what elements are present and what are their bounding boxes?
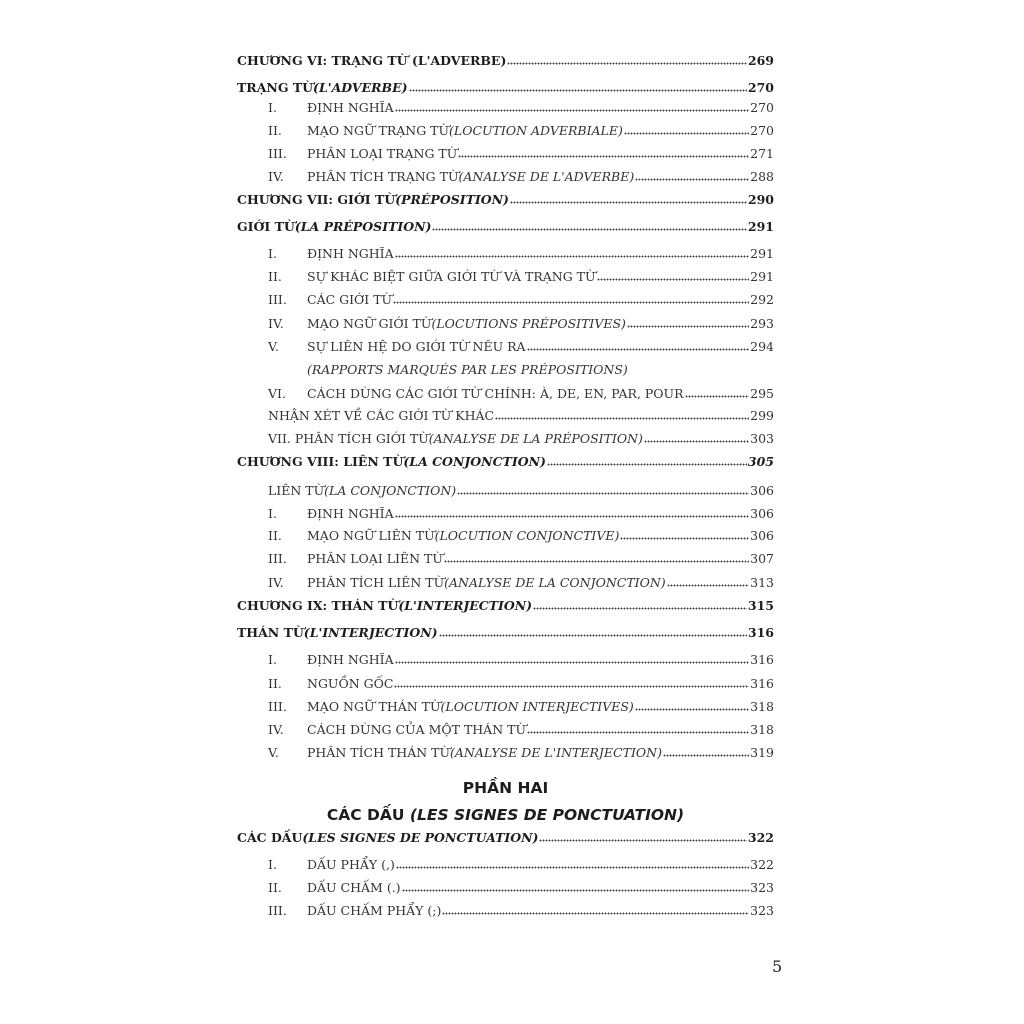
- dot-leader: [393, 301, 749, 304]
- toc-entry: [268, 288, 774, 308]
- dot-leader: [439, 634, 747, 637]
- dot-leader: [527, 348, 750, 351]
- toc-entry-page: 306: [750, 528, 774, 543]
- toc-entry-title-fr: (LA CONJONCTION): [324, 483, 457, 498]
- toc-entry-title-fr: (LA PRÉPOSITION): [294, 219, 432, 234]
- toc-entry: [268, 96, 774, 116]
- toc-entry: [268, 142, 774, 162]
- toc-entry: [268, 335, 774, 355]
- toc-entry-page: 270: [750, 100, 774, 115]
- toc-entry-number: III.: [268, 699, 287, 714]
- toc-entry-title: DẤU CHẤM (.): [307, 880, 401, 895]
- dot-leader: [644, 440, 749, 443]
- toc-entry-title-fr: (ANALYSE DE L'INTERJECTION): [450, 745, 662, 760]
- toc-entry-page: 270: [747, 80, 774, 95]
- toc-entry-title-fr: (ANALYSE DE LA PRÉPOSITION): [428, 431, 643, 446]
- dot-leader: [458, 155, 749, 158]
- part-label: PHẦN HAI: [462, 779, 549, 797]
- toc-entry-page: 307: [750, 551, 774, 566]
- toc-entry-title: CÁC DẤU: [237, 830, 303, 845]
- toc-entry-page: 319: [750, 745, 774, 760]
- toc-entry-number: IV.: [268, 169, 284, 184]
- dot-leader: [444, 560, 749, 563]
- toc-entry-page: 269: [747, 53, 774, 68]
- toc-entry-page: 322: [750, 857, 774, 872]
- dot-leader: [624, 132, 749, 135]
- dot-leader: [510, 201, 747, 204]
- toc-entry-page: 316: [747, 625, 774, 640]
- toc-entry-title: VII. PHÂN TÍCH GIỚI TỪ: [268, 431, 429, 446]
- toc-entry-page: 292: [750, 292, 774, 307]
- toc-entry-number: V.: [268, 339, 279, 354]
- dot-leader: [457, 492, 749, 495]
- toc-entry-title: SỰ KHÁC BIỆT GIỮA GIỚI TỪ VÀ TRẠNG TỪ: [307, 269, 596, 284]
- dot-leader: [395, 661, 750, 664]
- toc-entry-page: 315: [747, 598, 774, 613]
- toc-entry-number: III.: [268, 292, 287, 307]
- dot-leader: [395, 255, 750, 258]
- toc-entry-title-fr: (PRÉPOSITION): [395, 192, 509, 207]
- toc-entry: [268, 427, 774, 447]
- dot-leader: [539, 839, 746, 842]
- toc-entry-page: 295: [750, 386, 774, 401]
- dot-leader: [627, 325, 749, 328]
- toc-entry-title: MẠO NGỮ GIỚI TỪ: [307, 316, 432, 331]
- toc-entry-title-fr: (LES SIGNES DE PONCTUATION): [302, 830, 539, 845]
- toc-entry-title: CHƯƠNG VI: TRẠNG TỪ (L'ADVERBE): [237, 53, 507, 68]
- toc-entry-title-fr: (L'INTERJECTION): [398, 598, 533, 613]
- toc-entry-number: II.: [268, 269, 282, 284]
- toc-entry-page: 291: [750, 246, 774, 261]
- toc-entry-title: CÁCH DÙNG CỦA MỘT THÁN TỪ: [307, 722, 526, 737]
- toc-entry-title: PHÂN LOẠI LIÊN TỪ: [307, 551, 443, 566]
- toc-entry-number: II.: [268, 676, 282, 691]
- toc-entry-page: 290: [747, 192, 774, 207]
- toc-entry-title: CHƯƠNG VII: GIỚI TỪ: [237, 192, 396, 207]
- toc-entry-title: MẠO NGỮ LIÊN TỪ: [307, 528, 435, 543]
- toc-entry: [268, 648, 774, 668]
- toc-entry-page: 270: [750, 123, 774, 138]
- toc-entry: [268, 899, 774, 919]
- toc-entry-title: CHƯƠNG IX: THÁN TỪ: [237, 598, 399, 613]
- dot-leader: [395, 515, 750, 518]
- toc-entry-number: III.: [268, 903, 287, 918]
- toc-entry: [268, 242, 774, 262]
- toc-entry-number: IV.: [268, 575, 284, 590]
- toc-entry-page: 313: [750, 575, 774, 590]
- toc-entry-title: LIÊN TỪ: [268, 483, 325, 498]
- toc-entry-page: 318: [750, 722, 774, 737]
- toc-entry-title-fr: (LA CONJONCTION): [403, 454, 546, 469]
- toc-entry-title: SỰ LIÊN HỆ DO GIỚI TỪ NÊU RA: [307, 339, 526, 354]
- toc-entry-title: MẠO NGỮ TRẠNG TỪ: [307, 123, 450, 138]
- toc-entry-page: 316: [750, 676, 774, 691]
- toc-entry-page: 318: [750, 699, 774, 714]
- toc-entry-number: IV.: [268, 722, 284, 737]
- toc-entry-title: PHÂN TÍCH TRẠNG TỪ: [307, 169, 459, 184]
- toc-entry: [237, 49, 774, 69]
- toc-entry: [268, 524, 774, 544]
- toc-entry-title-fr: (L'INTERJECTION): [303, 625, 438, 640]
- toc-entry: [237, 215, 774, 235]
- toc-entry-title: PHÂN TÍCH LIÊN TỪ: [307, 575, 445, 590]
- toc-entry: [268, 571, 774, 591]
- toc-entry-title: THÁN TỪ: [237, 625, 304, 640]
- toc-entry-title-fr: (LOCUTION CONJONCTIVE): [434, 528, 620, 543]
- part-title-vi: CÁC DẤU: [326, 806, 410, 824]
- toc-entry-title-fr: (RAPPORTS MARQUÉS PAR LES PRÉPOSITIONS): [307, 362, 628, 377]
- toc-entry: [268, 382, 774, 402]
- dot-leader: [396, 866, 749, 869]
- dot-leader: [432, 228, 746, 231]
- toc-entry-number: III.: [268, 551, 287, 566]
- toc-entry-title-fr: (LOCUTION INTERJECTIVES): [440, 699, 634, 714]
- toc-entry-page: 322: [747, 830, 774, 845]
- toc-entry: [237, 826, 774, 846]
- toc-entry-page: 271: [750, 146, 774, 161]
- toc-entry-title: NHẬN XÉT VỀ CÁC GIỚI TỪ KHÁC: [268, 408, 495, 423]
- toc-entry: [237, 621, 774, 641]
- toc-entry-page: 305: [747, 454, 774, 469]
- dot-leader: [394, 685, 749, 688]
- dot-leader: [533, 607, 747, 610]
- toc-entry-page: 294: [750, 339, 774, 354]
- toc-entry-title: ĐỊNH NGHĨA: [307, 100, 394, 115]
- toc-entry-number: II.: [268, 528, 282, 543]
- page-number: 5: [772, 957, 783, 976]
- toc-entry-title-fr: (LOCUTION ADVERBIALE): [449, 123, 623, 138]
- toc-entry-title-fr: (ANALYSE DE L'ADVERBE): [458, 169, 635, 184]
- toc-entry-title: ĐỊNH NGHĨA: [307, 246, 394, 261]
- toc-entry: [268, 502, 774, 522]
- toc-entry-title: CHƯƠNG VIII: LIÊN TỪ: [237, 454, 404, 469]
- dot-leader: [663, 754, 749, 757]
- toc-entry: [268, 741, 774, 761]
- toc-entry-page: 306: [750, 483, 774, 498]
- dot-leader: [620, 537, 749, 540]
- toc-entry-page: 299: [750, 408, 774, 423]
- toc-entry: [268, 672, 774, 692]
- dot-leader: [597, 278, 750, 281]
- toc-entry-number: II.: [268, 123, 282, 138]
- toc-entry-page: 323: [750, 903, 774, 918]
- toc-entry-title: NGUỒN GỐC: [307, 676, 394, 691]
- toc-entry: [268, 265, 774, 285]
- toc-entry: [268, 119, 774, 139]
- toc-entry: [268, 876, 774, 896]
- toc-entry: [268, 358, 774, 378]
- dot-leader: [527, 731, 749, 734]
- toc-entry: [268, 547, 774, 567]
- dot-leader: [442, 912, 749, 915]
- dot-leader: [667, 584, 749, 587]
- toc-entry-number: VI.: [268, 386, 286, 401]
- toc-entry-number: V.: [268, 745, 279, 760]
- toc-entry: [268, 695, 774, 715]
- toc-entry-title: CÁC GIỚI TỪ: [307, 292, 393, 307]
- toc-entry-page: 323: [750, 880, 774, 895]
- toc-entry-title: PHÂN LOẠI TRẠNG TỪ: [307, 146, 458, 161]
- toc-entry-number: I.: [268, 857, 277, 872]
- toc-entry: [237, 188, 774, 208]
- toc-entry-title: ĐỊNH NGHĨA: [307, 652, 394, 667]
- toc-entry-page: 291: [750, 269, 774, 284]
- toc-entry: [268, 853, 774, 873]
- dot-leader: [685, 395, 750, 398]
- toc-entry-title: ĐỊNH NGHĨA: [307, 506, 394, 521]
- toc-entry-title: GIỚI TỪ: [237, 219, 295, 234]
- toc-entry: [268, 479, 774, 499]
- toc-entry-title-fr: (LOCUTIONS PRÉPOSITIVES): [431, 316, 626, 331]
- toc-entry-title-fr: (L'ADVERBE): [313, 80, 408, 95]
- dot-leader: [495, 417, 749, 420]
- toc-entry-number: I.: [268, 652, 277, 667]
- toc-entry-page: 316: [750, 652, 774, 667]
- toc-entry-page: 291: [747, 219, 774, 234]
- toc-entry: [268, 718, 774, 738]
- toc-entry-title: TRẠNG TỪ: [237, 80, 314, 95]
- toc-entry-title: DẤU CHẤM PHẨY (;): [307, 903, 442, 918]
- toc-entry: [268, 165, 774, 185]
- part-title: [237, 806, 774, 824]
- toc-entry-page: 303: [750, 431, 774, 446]
- dot-leader: [402, 889, 750, 892]
- dot-leader: [635, 708, 749, 711]
- toc-entry-title-fr: (ANALYSE DE LA CONJONCTION): [444, 575, 666, 590]
- toc-entry: [268, 404, 774, 424]
- toc-entry-title: PHÂN TÍCH THÁN TỪ: [307, 745, 451, 760]
- dot-leader: [409, 89, 747, 92]
- toc-entry-number: II.: [268, 880, 282, 895]
- dot-leader: [547, 463, 747, 466]
- toc-entry: [237, 594, 774, 614]
- toc-entry-title: DẤU PHẨY (,): [307, 857, 395, 872]
- toc-entry-number: I.: [268, 100, 277, 115]
- toc-entry: [268, 312, 774, 332]
- toc-entry-page: 293: [750, 316, 774, 331]
- toc-entry: [237, 76, 774, 96]
- toc-entry-title: MẠO NGỮ THÁN TỪ: [307, 699, 441, 714]
- toc-entry: [237, 450, 774, 470]
- dot-leader: [395, 109, 750, 112]
- dot-leader: [635, 178, 749, 181]
- dot-leader: [507, 62, 747, 65]
- toc-entry-title: CÁCH DÙNG CÁC GIỚI TỪ CHÍNH: À, DE, EN, PAR, POUR: [307, 386, 684, 401]
- part-title-fr: (LES SIGNES DE PONCTUATION): [409, 806, 685, 824]
- toc-entry-number: III.: [268, 146, 287, 161]
- toc-entry-page: 306: [750, 506, 774, 521]
- toc-entry-number: I.: [268, 506, 277, 521]
- toc-entry-number: IV.: [268, 316, 284, 331]
- toc-entry-page: 288: [750, 169, 774, 184]
- toc-entry-number: I.: [268, 246, 277, 261]
